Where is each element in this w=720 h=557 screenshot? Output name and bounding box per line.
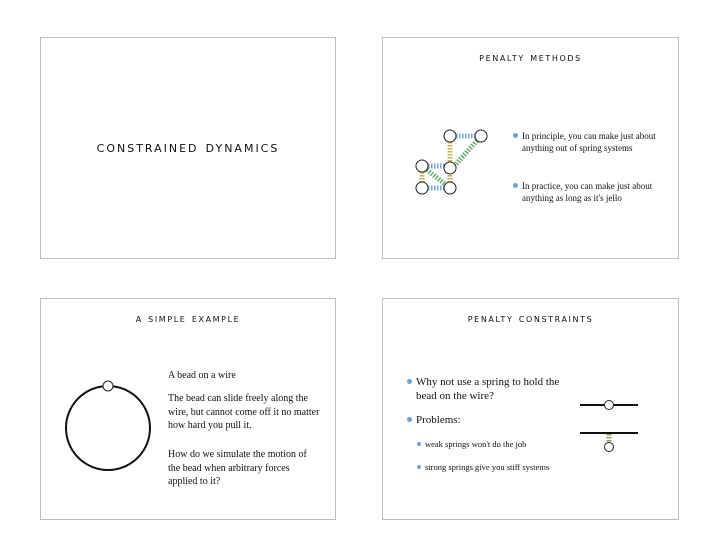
text-line: How do we simulate the motion of the bead when arbitrary forces applied to it? xyxy=(168,449,307,487)
bead-spring-diagram xyxy=(578,397,648,457)
slide-constrained-dynamics xyxy=(40,37,336,259)
text-line: The bead can slide freely along the wire, but cannot come off it no matter how hard you pull it. xyxy=(168,393,320,431)
text-line: A bead on a wire xyxy=(168,370,236,381)
slide-simple-example xyxy=(40,298,336,520)
bead-on-wire-diagram xyxy=(63,381,153,471)
slide-penalty-constraints xyxy=(382,298,679,520)
spring-network-diagram xyxy=(407,126,507,196)
slide-title: a simple example xyxy=(135,311,241,325)
sub-bullet-item: strong springs give you stiff systems xyxy=(417,462,557,472)
slide-penalty-methods xyxy=(382,37,679,259)
slide-title: penalty methods xyxy=(479,50,582,64)
slide-title: constrained dynamics xyxy=(96,137,280,156)
bullet-item: In practice, you can make just about anything as long as it's jello xyxy=(513,180,663,204)
slide-title: penalty constraints xyxy=(467,311,594,325)
bullet-item: Problems: xyxy=(407,413,567,427)
sub-bullet-item: weak springs won't do the job xyxy=(417,439,577,449)
bullet-item: Why not use a spring to hold the bead on the wire? xyxy=(407,375,567,403)
bullet-item: In principle, you can make just about anything out of spring systems xyxy=(513,130,663,154)
